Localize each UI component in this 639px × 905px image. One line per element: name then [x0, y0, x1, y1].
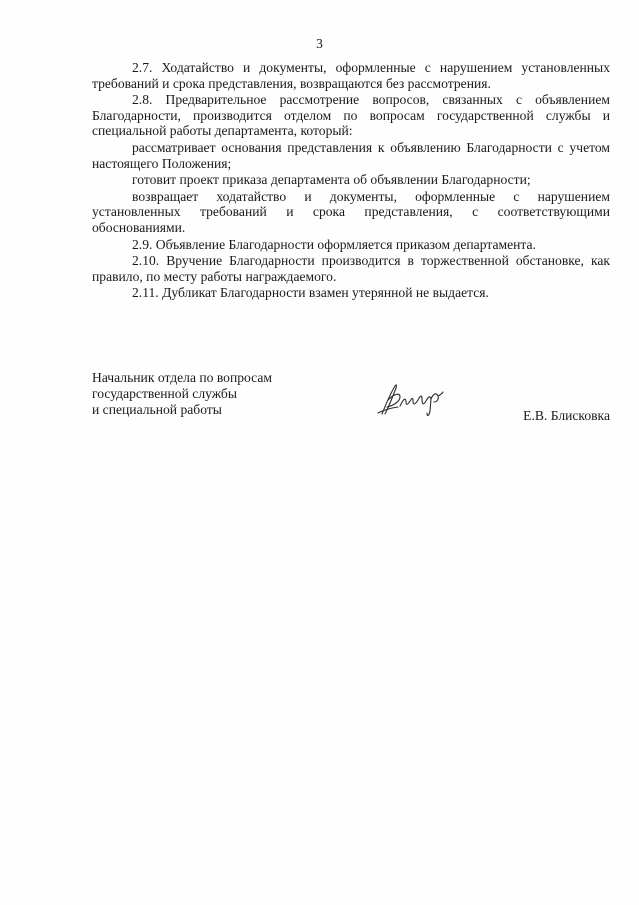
handwritten-signature-icon: [376, 380, 448, 420]
paragraph-2-9: 2.9. Объявление Благодарности оформляется приказом департамента.: [132, 236, 536, 252]
signer-position-line-3: и специальной работы: [92, 402, 222, 417]
page-number: 3: [316, 36, 323, 51]
paragraph-2-8-item-3: возвращает ходатайство и документы, оформленные с нарушением установленных требований и срока представления, с соответствующими обоснованиями.: [92, 188, 610, 235]
paragraph-2-11: 2.11. Дубликат Благодарности взамен утерянной не выдается.: [132, 285, 489, 301]
signature-block: [92, 370, 610, 440]
signer-position-line-2: государственной службы: [92, 386, 237, 401]
paragraph-2-8-item-2: готовит проект приказа департамента об объявлении Благодарности;: [132, 172, 531, 188]
paragraph-2-7: 2.7. Ходатайство и документы, оформленные с нарушением установленных требований и срока представления, возвращаются без рассмотрения.: [92, 60, 610, 91]
paragraph-2-8: 2.8. Предварительное рассмотрение вопросов, связанных с объявлением Благодарности, производится отделом по вопросам государственной службы и специальной работы департамента, который:: [92, 92, 610, 139]
document-body: [92, 60, 610, 301]
signer-name: Е.В. Блисковка: [523, 408, 610, 423]
signer-position: [92, 370, 352, 418]
signer-position-line-1: Начальник отдела по вопросам: [92, 370, 273, 385]
paragraph-2-10: 2.10. Вручение Благодарности производится в торжественной обстановке, как правило, по месту работы награждаемого.: [92, 253, 610, 284]
paragraph-2-8-item-1: рассматривает основания представления к объявлению Благодарности с учетом настоящего Положения;: [92, 139, 610, 171]
